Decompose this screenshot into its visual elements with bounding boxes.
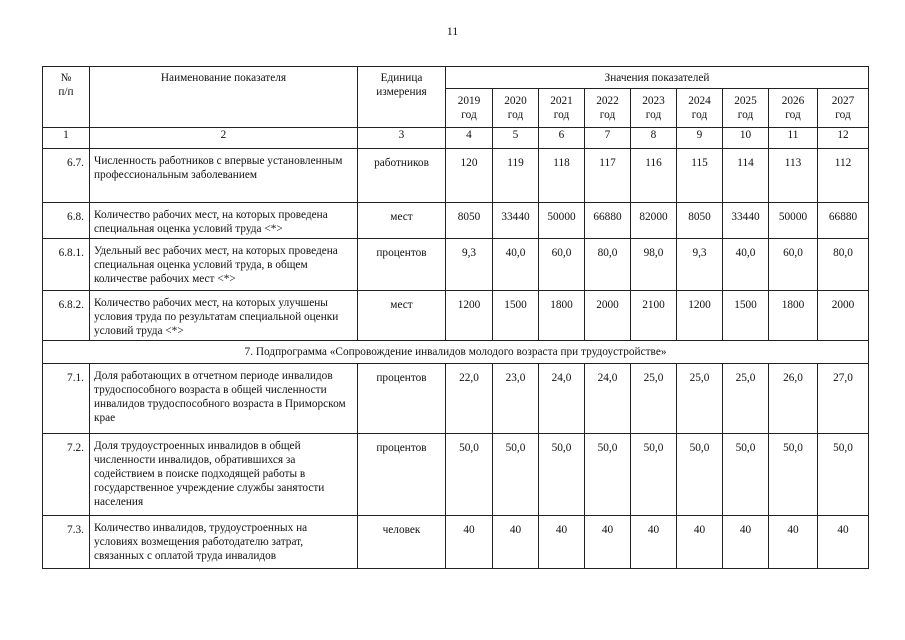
value-cell: 40: [585, 516, 631, 569]
value-cell: 50000: [769, 203, 818, 239]
column-number: 4: [446, 128, 493, 149]
indicator-name: Удельный вес рабочих мест, на которых проведена специальная оценка условий труда, в общем количестве рабочих мест <*>: [90, 239, 358, 291]
year-cell: 2020 год: [493, 89, 539, 128]
value-cell: 82000: [631, 203, 677, 239]
value-cell: 40: [631, 516, 677, 569]
value-cell: 8050: [446, 203, 493, 239]
column-number: 7: [585, 128, 631, 149]
unit-cell: процентов: [358, 364, 446, 434]
indicator-name: Доля работающих в отчетном периоде инвалидов трудоспособного возраста в общей численности инвалидов трудоспособного возраста в Приморском крае: [90, 364, 358, 434]
column-number: 3: [358, 128, 446, 149]
header-unit: Единица измерения: [358, 67, 446, 128]
value-cell: 115: [677, 149, 723, 203]
column-number: 5: [493, 128, 539, 149]
year-cell: 2027 год: [818, 89, 869, 128]
value-cell: 1800: [539, 291, 585, 341]
value-cell: 119: [493, 149, 539, 203]
indicator-name: Количество рабочих мест, на которых проведена специальная оценка условий труда <*>: [90, 203, 358, 239]
table-row: [43, 239, 869, 291]
value-cell: 40: [539, 516, 585, 569]
value-cell: 40: [818, 516, 869, 569]
value-cell: 22,0: [446, 364, 493, 434]
value-cell: 33440: [723, 203, 769, 239]
unit-cell: процентов: [358, 239, 446, 291]
value-cell: 98,0: [631, 239, 677, 291]
value-cell: 117: [585, 149, 631, 203]
unit-cell: мест: [358, 291, 446, 341]
value-cell: 24,0: [585, 364, 631, 434]
value-cell: 27,0: [818, 364, 869, 434]
row-number: 6.8.: [43, 203, 90, 239]
year-cell: 2023 год: [631, 89, 677, 128]
value-cell: 40: [677, 516, 723, 569]
value-cell: 25,0: [723, 364, 769, 434]
column-number: 10: [723, 128, 769, 149]
indicators-table: [42, 66, 869, 569]
unit-cell: человек: [358, 516, 446, 569]
value-cell: 33440: [493, 203, 539, 239]
value-cell: 50000: [539, 203, 585, 239]
value-cell: 50,0: [769, 434, 818, 516]
table-row: [43, 203, 869, 239]
value-cell: 25,0: [631, 364, 677, 434]
table-row: [43, 149, 869, 203]
value-cell: 80,0: [818, 239, 869, 291]
year-cell: 2025 год: [723, 89, 769, 128]
value-cell: 120: [446, 149, 493, 203]
value-cell: 114: [723, 149, 769, 203]
section-title: 7. Подпрограмма «Сопровождение инвалидов молодого возраста при трудоустройстве»: [43, 341, 869, 364]
column-number: 1: [43, 128, 90, 149]
value-cell: 50,0: [585, 434, 631, 516]
table-row: [43, 364, 869, 434]
row-number: 7.2.: [43, 434, 90, 516]
indicator-name: Доля трудоустроенных инвалидов в общей численности инвалидов, обратившихся за содействием в поиске подходящей работы в государственное учреждение службы занятости населения: [90, 434, 358, 516]
value-cell: 60,0: [769, 239, 818, 291]
value-cell: 40: [493, 516, 539, 569]
value-cell: 1800: [769, 291, 818, 341]
header-num: № п/п: [43, 67, 90, 128]
page-number: 11: [446, 24, 459, 38]
value-cell: 1200: [677, 291, 723, 341]
row-number: 7.3.: [43, 516, 90, 569]
unit-cell: мест: [358, 203, 446, 239]
indicator-name: Количество инвалидов, трудоустроенных на условиях возмещения работодателю затрат, связанных с оплатой труда инвалидов: [90, 516, 358, 569]
header-values: Значения показателей: [446, 67, 869, 89]
year-cell: 2022 год: [585, 89, 631, 128]
table-row: [43, 516, 869, 569]
column-number: 6: [539, 128, 585, 149]
value-cell: 50,0: [446, 434, 493, 516]
value-cell: 25,0: [677, 364, 723, 434]
value-cell: 40: [769, 516, 818, 569]
value-cell: 50,0: [677, 434, 723, 516]
row-number: 6.8.2.: [43, 291, 90, 341]
value-cell: 40: [446, 516, 493, 569]
row-number: 6.7.: [43, 149, 90, 203]
column-number: 12: [818, 128, 869, 149]
indicator-name: Численность работников с впервые установленным профессиональным заболеванием: [90, 149, 358, 203]
value-cell: 9,3: [677, 239, 723, 291]
value-cell: 40: [723, 516, 769, 569]
header-row: [43, 67, 869, 89]
value-cell: 50,0: [539, 434, 585, 516]
value-cell: 50,0: [493, 434, 539, 516]
value-cell: 66880: [585, 203, 631, 239]
column-number-row: [43, 128, 869, 149]
table-row: [43, 434, 869, 516]
value-cell: 66880: [818, 203, 869, 239]
header-name: Наименование показателя: [90, 67, 358, 128]
indicator-name: Количество рабочих мест, на которых улучшены условия труда по результатам специальной оценки условий труда <*>: [90, 291, 358, 341]
table-row: [43, 291, 869, 341]
value-cell: 50,0: [723, 434, 769, 516]
value-cell: 50,0: [818, 434, 869, 516]
value-cell: 40,0: [723, 239, 769, 291]
year-cell: 2021 год: [539, 89, 585, 128]
unit-cell: работников: [358, 149, 446, 203]
year-cell: 2026 год: [769, 89, 818, 128]
column-number: 9: [677, 128, 723, 149]
value-cell: 116: [631, 149, 677, 203]
value-cell: 80,0: [585, 239, 631, 291]
value-cell: 1500: [723, 291, 769, 341]
value-cell: 24,0: [539, 364, 585, 434]
value-cell: 1200: [446, 291, 493, 341]
value-cell: 1500: [493, 291, 539, 341]
value-cell: 113: [769, 149, 818, 203]
year-cell: 2019 год: [446, 89, 493, 128]
value-cell: 2000: [585, 291, 631, 341]
value-cell: 40,0: [493, 239, 539, 291]
value-cell: 2100: [631, 291, 677, 341]
row-number: 6.8.1.: [43, 239, 90, 291]
unit-cell: процентов: [358, 434, 446, 516]
value-cell: 2000: [818, 291, 869, 341]
year-cell: 2024 год: [677, 89, 723, 128]
row-number: 7.1.: [43, 364, 90, 434]
value-cell: 26,0: [769, 364, 818, 434]
value-cell: 50,0: [631, 434, 677, 516]
value-cell: 60,0: [539, 239, 585, 291]
value-cell: 8050: [677, 203, 723, 239]
section-row: [43, 341, 869, 364]
column-number: 11: [769, 128, 818, 149]
column-number: 8: [631, 128, 677, 149]
value-cell: 23,0: [493, 364, 539, 434]
column-number: 2: [90, 128, 358, 149]
value-cell: 9,3: [446, 239, 493, 291]
value-cell: 112: [818, 149, 869, 203]
value-cell: 118: [539, 149, 585, 203]
